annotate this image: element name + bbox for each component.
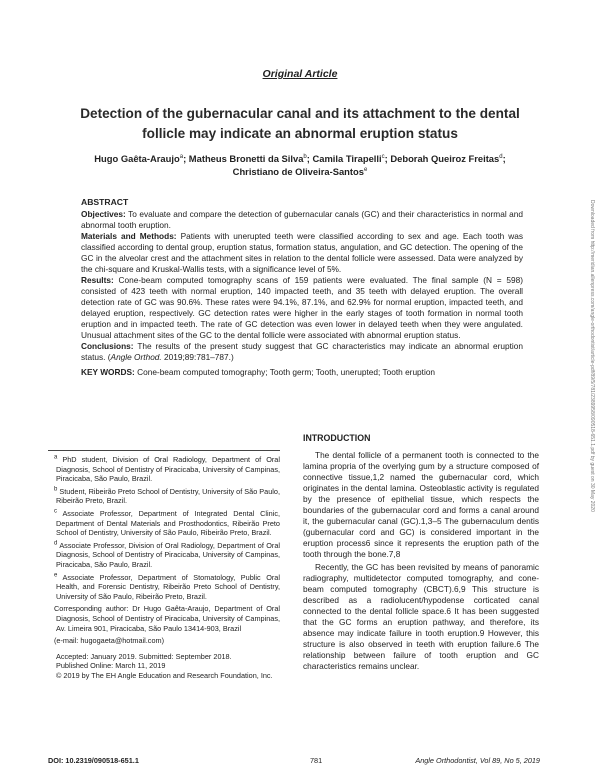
abstract-conclusions: Conclusions: The results of the present study suggest that GC characteristics may indicate an abnormal eruption status. (Angle Orthod. 2019;89:781–787.) (81, 341, 523, 362)
introduction-section (303, 433, 539, 674)
affiliation: $^a$ PhD student, Division of Oral Radiology, Department of Oral Diagnosis, School of Dentistry of Piracicaba, University of Campinas, Piracicaba, São Paulo, Brazil. (54, 454, 280, 484)
affiliation: $^e$ Associate Professor, Department of Stomatology, Public Oral Health, and Forensic Dentistry, Ribeirão Preto School of Dentistry, University of São Paulo, Ribeirão Preto, Brazil. (54, 572, 280, 601)
affiliation: $^d$ Associate Professor, Division of Oral Radiology, Department of Oral Diagnosis, School of Dentistry of Piracicaba, University of Campinas, Piracicaba, São Paulo, Brazil. (54, 540, 281, 569)
abstract (81, 197, 523, 378)
copyright: © 2019 by The EH Angle Education and Research Foundation, Inc. (56, 670, 273, 680)
abstract-objectives: Objectives: To evaluate and compare the detection of gubernacular canals (GC) and their characteristics in normal and abnormal tooth eruption. (81, 209, 524, 230)
doi: DOI: 10.2319/090518-651.1 (48, 756, 139, 765)
abstract-results: Results: Cone-beam computed tomography scans of 159 patients were evaluated. The final sample (N = 598) consisted of 423 teeth with normal eruption, 140 impacted teeth, and 35 teeth with delayed eruption. The overall detection rate of GC was 90.6%. These rates were 94.1%, 87.1%, and 62.9% for normal eruption, impacted teeth, and delayed eruption, respectively. GC detection rates were higher in the early stages of tooth formation in normal tooth eruption and in impacted teeth. The rate of GC detection was even lower in delayed teeth when they were angulated. Unusual attachment sites of the GC to the dental follicle were associated with abnormal eruption status. (81, 275, 523, 340)
introduction-paragraph: Recently, the GC has been revisited by means of panoramic radiography, multidetector computed tomography, and cone-beam computed tomography (CBCT).6,9 This structure is described as a radiolucent/hypodense corticated canal connected to the dental follicle space.6 It has been suggested that the GC forms an eruption pathway, and therefore, its absence may indicate failure in tooth eruption.9 However, this structure is also observed in teeth with eruption failure.6 The relationship between failure of tooth eruption and GC characteristics remains unclear. (303, 562, 539, 671)
correspondence: Corresponding author: Dr Hugo Gaêta-Araujo, Department of Oral Diagnosis, School of Dentistry of Piracicaba, University of Campinas, Av. Limeira 901, Piracicaba, São Paulo 13414-903, Brazil (54, 604, 280, 633)
abstract-heading: ABSTRACT (81, 197, 129, 207)
section-label: Original Article (262, 68, 338, 80)
affiliations-footnote (48, 450, 280, 680)
author-list (50, 152, 550, 178)
footnote-divider (48, 450, 280, 451)
affiliation: $^c$ Associate Professor, Department of Integrated Dental Clinic, Department of Dental Materials and Prosthodontics, Ribeirão Preto School of Dentistry, University of São Paulo, Ribeirão Preto, Brazil. (54, 508, 280, 538)
abstract-methods: Materials and Methods: Patients with unerupted teeth were classified according to sex and age. Each tooth was classified according to dental group, eruption status, formation status, angulation, and GC detection. The opening of the GC in the alveolar crest and the attachment sites in relation to the dental follicle were assessed. Data were analyzed by the chi-square and Kruskal-Wallis tests, with a significance level of 5%. (81, 231, 524, 274)
introduction-paragraph: The dental follicle of a permanent tooth is connected to the lamina propria of the overlying gum by a structure composed of connective tissue,1,2 named the gubernacular cord, which originates in the dental lamina. Osteoblastic activity is regulated by the presence of epithelial tissue, which respects the boundaries of the gubernacular cord and forms a canal around it, the gubernacular canal (GC).1,3–5 The gubernaculum dentis (gubernacular cord and GC) is considered important in the eruption process6 since it represents the eruption path of the tooth through the bone.7,8 (303, 450, 539, 559)
author: Camila Tirapelli$^c$; (312, 153, 391, 164)
author: Hugo Gaêta-Araujo$^a$; (94, 153, 189, 164)
author: Christiano de Oliveira-Santos$^e$ (232, 166, 368, 177)
journal-citation: Angle Orthodontist, Vol 89, No 5, 2019 (415, 756, 540, 765)
author: Deborah Queiroz Freitas$^d$; (390, 153, 506, 164)
author: Matheus Bronetti da Silva$^b$; (188, 153, 313, 164)
download-notice: Downloaded from http://meridian.allenpress.com/angle-orthodontist/article-pdf/89/5/781/2389958/090518-651.1.pdf by guest on 30 May 2020 (589, 200, 595, 512)
keywords: KEY WORDS: Cone-beam computed tomography; Tooth germ; Tooth, unerupted; Tooth eruption (81, 367, 436, 377)
affiliation: $^b$ Student, Ribeirão Preto School of Dentistry, University of São Paulo, Ribeirão Preto, Brazil. (54, 486, 280, 506)
page-number: 781 (310, 756, 323, 765)
publication-dates (56, 652, 280, 681)
accepted-date: Accepted: January 2019. Submitted: September 2018. (56, 651, 232, 661)
introduction-heading: INTRODUCTION (303, 433, 371, 443)
article-title: Detection of the gubernacular canal and its attachment to the dental follicle may indicate an abnormal eruption status (80, 106, 520, 141)
published-date: Published Online: March 11, 2019 (56, 661, 166, 671)
email: (e-mail: hugogaeta@hotmail.com) (54, 636, 165, 646)
